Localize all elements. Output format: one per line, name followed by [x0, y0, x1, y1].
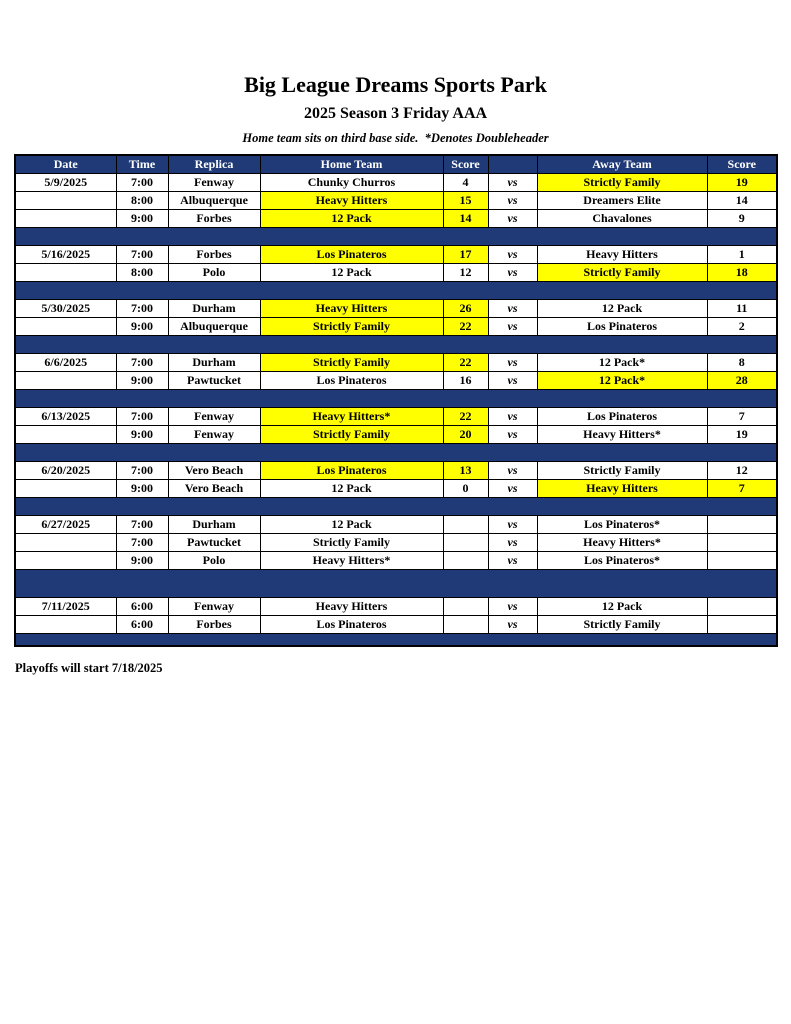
home-score-cell: 20 — [443, 426, 488, 444]
time-cell: 7:00 — [116, 174, 168, 192]
vs-cell: vs — [488, 616, 537, 634]
home-score-cell: 26 — [443, 300, 488, 318]
vs-cell: vs — [488, 300, 537, 318]
schedule-table — [14, 154, 778, 647]
home-team-cell: Heavy Hitters — [260, 192, 443, 210]
game-row — [15, 174, 777, 192]
date-cell: 7/11/2025 — [15, 598, 116, 616]
home-score-cell — [443, 598, 488, 616]
replica-cell: Forbes — [168, 616, 260, 634]
home-team-cell: Strictly Family — [260, 426, 443, 444]
away-score-cell: 19 — [707, 426, 777, 444]
away-score-cell: 28 — [707, 372, 777, 390]
time-cell: 9:00 — [116, 480, 168, 498]
home-team-cell: Los Pinateros — [260, 246, 443, 264]
replica-cell: Albuquerque — [168, 192, 260, 210]
vs-cell: vs — [488, 372, 537, 390]
home-team-cell: Los Pinateros — [260, 372, 443, 390]
header-home-score: Score — [443, 155, 488, 174]
away-team-cell: Heavy Hitters* — [537, 426, 707, 444]
date-cell: 5/16/2025 — [15, 246, 116, 264]
replica-cell: Forbes — [168, 210, 260, 228]
replica-cell: Pawtucket — [168, 534, 260, 552]
date-cell: 6/20/2025 — [15, 462, 116, 480]
vs-cell: vs — [488, 354, 537, 372]
vs-cell: vs — [488, 598, 537, 616]
time-cell: 6:00 — [116, 616, 168, 634]
away-score-cell: 2 — [707, 318, 777, 336]
replica-cell: Fenway — [168, 598, 260, 616]
group-separator — [15, 336, 777, 354]
date-cell — [15, 616, 116, 634]
away-team-cell: Los Pinateros — [537, 318, 707, 336]
away-team-cell: Los Pinateros — [537, 408, 707, 426]
vs-cell: vs — [488, 552, 537, 570]
playoffs-note: Playoffs will start 7/18/2025 — [15, 660, 163, 675]
date-cell — [15, 192, 116, 210]
away-score-cell — [707, 534, 777, 552]
game-row — [15, 462, 777, 480]
header-away-score: Score — [707, 155, 777, 174]
group-separator — [15, 390, 777, 408]
game-row — [15, 408, 777, 426]
game-row — [15, 480, 777, 498]
vs-cell: vs — [488, 264, 537, 282]
game-row — [15, 516, 777, 534]
time-cell: 9:00 — [116, 552, 168, 570]
home-score-cell: 12 — [443, 264, 488, 282]
separator-bar — [15, 634, 777, 646]
away-score-cell: 7 — [707, 408, 777, 426]
home-team-cell: Strictly Family — [260, 354, 443, 372]
away-score-cell: 19 — [707, 174, 777, 192]
time-cell: 7:00 — [116, 300, 168, 318]
group-separator — [15, 570, 777, 598]
home-team-cell: Strictly Family — [260, 318, 443, 336]
home-score-cell: 16 — [443, 372, 488, 390]
schedule-table-body — [15, 174, 777, 646]
date-cell — [15, 480, 116, 498]
time-cell: 9:00 — [116, 426, 168, 444]
game-row — [15, 372, 777, 390]
replica-cell: Fenway — [168, 174, 260, 192]
group-separator — [15, 282, 777, 300]
time-cell: 6:00 — [116, 598, 168, 616]
away-score-cell: 18 — [707, 264, 777, 282]
away-score-cell: 1 — [707, 246, 777, 264]
replica-cell: Durham — [168, 300, 260, 318]
home-team-cell: 12 Pack — [260, 516, 443, 534]
away-score-cell: 14 — [707, 192, 777, 210]
vs-cell: vs — [488, 408, 537, 426]
away-score-cell — [707, 552, 777, 570]
replica-cell: Vero Beach — [168, 462, 260, 480]
game-row — [15, 598, 777, 616]
away-score-cell — [707, 516, 777, 534]
home-score-cell — [443, 616, 488, 634]
time-cell: 9:00 — [116, 318, 168, 336]
away-score-cell — [707, 616, 777, 634]
separator-bar — [15, 336, 777, 354]
away-score-cell — [707, 598, 777, 616]
schedule-note: Home team sits on third base side. *Denotes Doubleheader — [242, 131, 549, 145]
date-cell — [15, 552, 116, 570]
date-cell: 6/13/2025 — [15, 408, 116, 426]
home-score-cell: 13 — [443, 462, 488, 480]
vs-cell: vs — [488, 426, 537, 444]
away-team-cell: 12 Pack* — [537, 372, 707, 390]
away-team-cell: Heavy Hitters — [537, 480, 707, 498]
home-team-cell: Strictly Family — [260, 534, 443, 552]
away-team-cell: 12 Pack — [537, 598, 707, 616]
away-score-cell: 8 — [707, 354, 777, 372]
game-row — [15, 426, 777, 444]
away-team-cell: Chavalones — [537, 210, 707, 228]
home-score-cell: 0 — [443, 480, 488, 498]
home-score-cell: 17 — [443, 246, 488, 264]
vs-cell: vs — [488, 480, 537, 498]
vs-cell: vs — [488, 192, 537, 210]
date-cell — [15, 210, 116, 228]
away-score-cell: 9 — [707, 210, 777, 228]
header-replica: Replica — [168, 155, 260, 174]
vs-cell: vs — [488, 462, 537, 480]
time-cell: 7:00 — [116, 534, 168, 552]
vs-cell: vs — [488, 174, 537, 192]
home-team-cell: Los Pinateros — [260, 616, 443, 634]
replica-cell: Fenway — [168, 408, 260, 426]
replica-cell: Durham — [168, 354, 260, 372]
home-score-cell: 4 — [443, 174, 488, 192]
game-row — [15, 210, 777, 228]
away-team-cell: Los Pinateros* — [537, 552, 707, 570]
away-team-cell: 12 Pack — [537, 300, 707, 318]
game-row — [15, 192, 777, 210]
group-separator — [15, 498, 777, 516]
home-score-cell: 14 — [443, 210, 488, 228]
separator-bar — [15, 228, 777, 246]
time-cell: 9:00 — [116, 210, 168, 228]
page-subtitle: 2025 Season 3 Friday AAA — [303, 105, 488, 122]
home-score-cell — [443, 552, 488, 570]
time-cell: 9:00 — [116, 372, 168, 390]
vs-cell: vs — [488, 210, 537, 228]
home-score-cell — [443, 516, 488, 534]
home-score-cell: 15 — [443, 192, 488, 210]
home-team-cell: Heavy Hitters* — [260, 408, 443, 426]
header-home-team: Home Team — [260, 155, 443, 174]
home-team-cell: 12 Pack — [260, 480, 443, 498]
home-team-cell: Chunky Churros — [260, 174, 443, 192]
home-team-cell: Heavy Hitters — [260, 598, 443, 616]
away-team-cell: Heavy Hitters* — [537, 534, 707, 552]
time-cell: 8:00 — [116, 192, 168, 210]
separator-bar — [15, 282, 777, 300]
replica-cell: Pawtucket — [168, 372, 260, 390]
home-team-cell: Heavy Hitters* — [260, 552, 443, 570]
date-cell — [15, 534, 116, 552]
home-score-cell: 22 — [443, 354, 488, 372]
game-row — [15, 264, 777, 282]
away-score-cell: 7 — [707, 480, 777, 498]
home-team-cell: Heavy Hitters — [260, 300, 443, 318]
date-cell — [15, 426, 116, 444]
away-team-cell: Strictly Family — [537, 462, 707, 480]
game-row — [15, 318, 777, 336]
replica-cell: Vero Beach — [168, 480, 260, 498]
group-separator — [15, 228, 777, 246]
away-score-cell: 11 — [707, 300, 777, 318]
vs-cell: vs — [488, 534, 537, 552]
date-cell: 5/9/2025 — [15, 174, 116, 192]
home-score-cell — [443, 534, 488, 552]
separator-bar — [15, 570, 777, 598]
date-cell — [15, 372, 116, 390]
page-title: Big League Dreams Sports Park — [244, 72, 547, 97]
time-cell: 7:00 — [116, 462, 168, 480]
home-team-cell: 12 Pack — [260, 210, 443, 228]
away-team-cell: Strictly Family — [537, 616, 707, 634]
header-time: Time — [116, 155, 168, 174]
home-team-cell: Los Pinateros — [260, 462, 443, 480]
game-row — [15, 534, 777, 552]
game-row — [15, 552, 777, 570]
replica-cell: Durham — [168, 516, 260, 534]
away-team-cell: 12 Pack* — [537, 354, 707, 372]
home-score-cell: 22 — [443, 318, 488, 336]
home-team-cell: 12 Pack — [260, 264, 443, 282]
away-team-cell: Los Pinateros* — [537, 516, 707, 534]
away-team-cell: Strictly Family — [537, 264, 707, 282]
replica-cell: Polo — [168, 264, 260, 282]
game-row — [15, 616, 777, 634]
replica-cell: Fenway — [168, 426, 260, 444]
home-score-cell: 22 — [443, 408, 488, 426]
group-separator — [15, 444, 777, 462]
replica-cell: Forbes — [168, 246, 260, 264]
date-cell: 5/30/2025 — [15, 300, 116, 318]
game-row — [15, 300, 777, 318]
replica-cell: Polo — [168, 552, 260, 570]
away-team-cell: Dreamers Elite — [537, 192, 707, 210]
away-team-cell: Strictly Family — [537, 174, 707, 192]
time-cell: 7:00 — [116, 354, 168, 372]
away-team-cell: Heavy Hitters — [537, 246, 707, 264]
separator-bar — [15, 390, 777, 408]
table-header-row — [15, 155, 777, 174]
away-score-cell: 12 — [707, 462, 777, 480]
game-row — [15, 354, 777, 372]
time-cell: 7:00 — [116, 408, 168, 426]
date-cell — [15, 318, 116, 336]
separator-bar — [15, 498, 777, 516]
game-row — [15, 246, 777, 264]
vs-cell: vs — [488, 318, 537, 336]
date-cell: 6/27/2025 — [15, 516, 116, 534]
time-cell: 7:00 — [116, 246, 168, 264]
vs-cell: vs — [488, 516, 537, 534]
time-cell: 8:00 — [116, 264, 168, 282]
header-away-team: Away Team — [537, 155, 707, 174]
header-vs — [488, 155, 537, 174]
date-cell: 6/6/2025 — [15, 354, 116, 372]
vs-cell: vs — [488, 246, 537, 264]
replica-cell: Albuquerque — [168, 318, 260, 336]
separator-bar — [15, 444, 777, 462]
header-date: Date — [15, 155, 116, 174]
date-cell — [15, 264, 116, 282]
group-separator — [15, 634, 777, 646]
time-cell: 7:00 — [116, 516, 168, 534]
